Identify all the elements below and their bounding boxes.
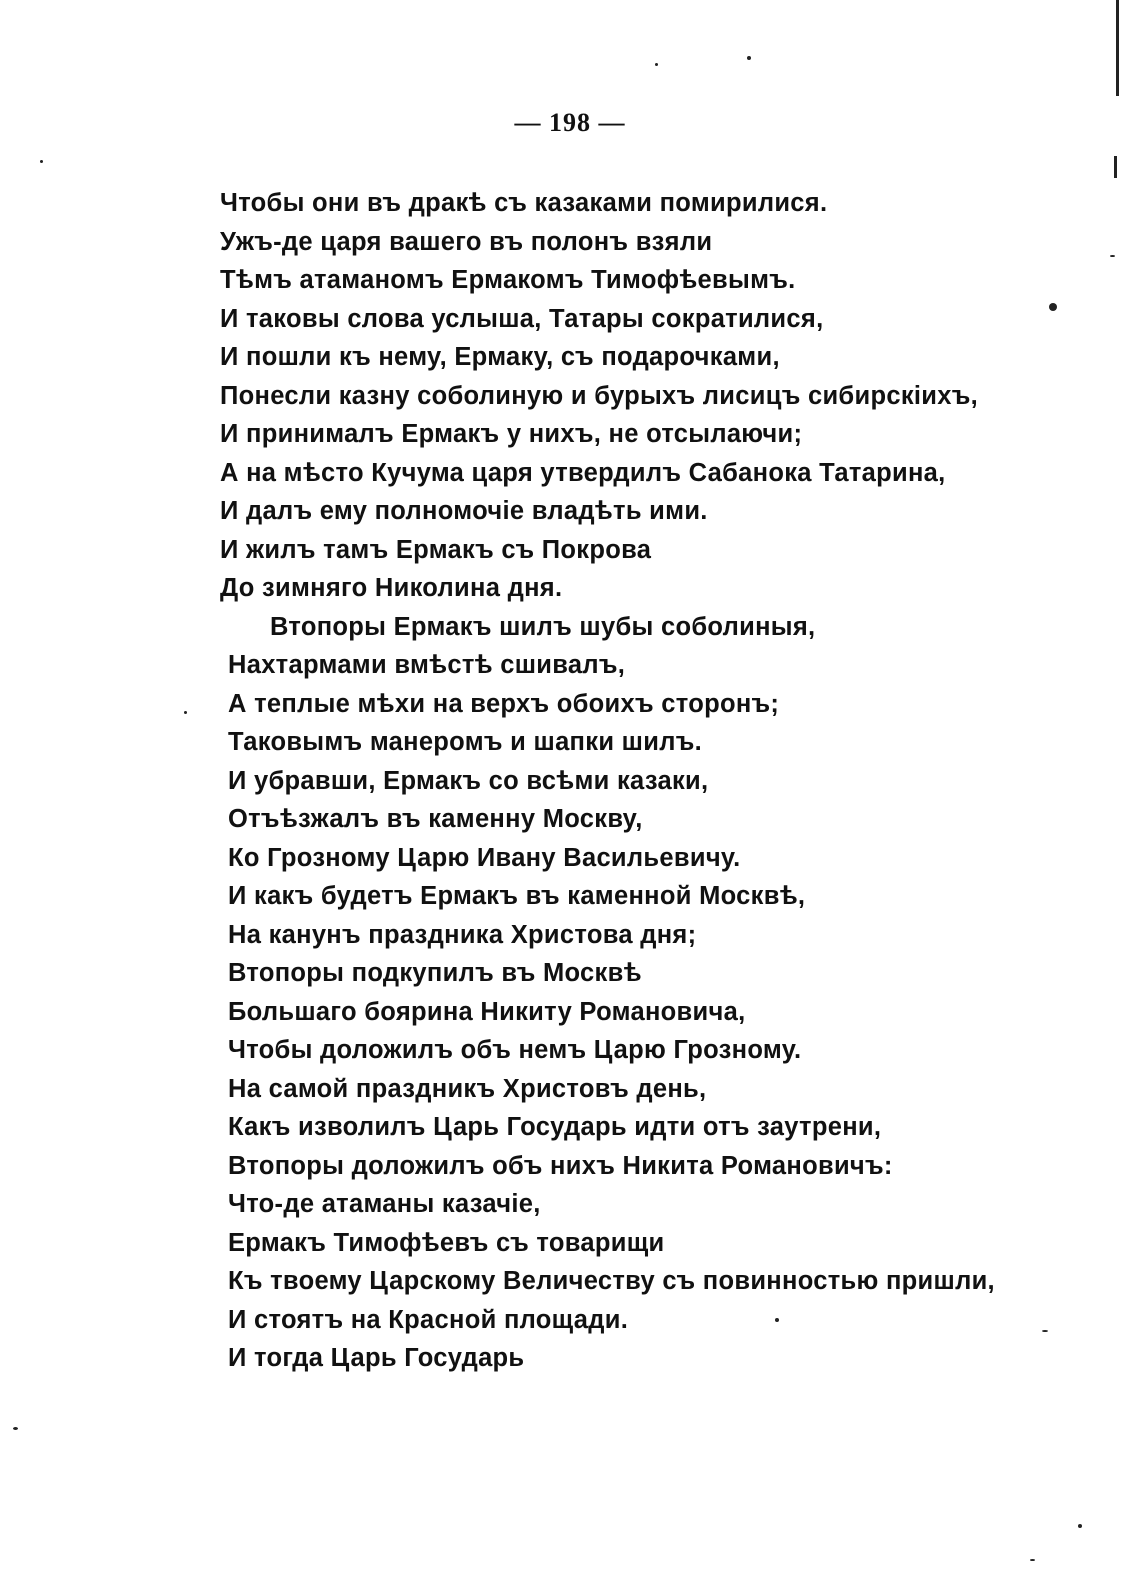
poem-line: Къ твоему Царскому Величеству съ повинностью пришли, xyxy=(228,1267,995,1295)
poem-line: И принималъ Ермакъ у нихъ, не отсылаючи; xyxy=(220,420,803,448)
poem-line: И какъ будетъ Ермакъ въ каменной Москвѣ, xyxy=(228,882,806,910)
poem-line: И убравши, Ермакъ со всѣми казаки, xyxy=(228,766,709,795)
poem-line: Таковымъ манеромъ и шапки шилъ. xyxy=(228,728,702,756)
poem-line: Какъ изволилъ Царь Государь идти отъ заутрени, xyxy=(228,1113,882,1141)
poem-line: Нахтармами вмѣстѣ сшивалъ, xyxy=(228,651,626,679)
poem-text xyxy=(220,184,1020,1378)
poem-line: Ермакъ Тимофѣевъ съ товарищи xyxy=(228,1228,665,1257)
poem-line: Тѣмъ атаманомъ Ермакомъ Тимофѣевымъ. xyxy=(220,266,796,294)
scan-speck xyxy=(655,63,658,66)
poem-line: Чтобы они въ дракѣ съ казаками помирилися. xyxy=(220,189,828,217)
scan-speck xyxy=(1078,1524,1082,1528)
poem-line: На канунъ праздника Христова дня; xyxy=(228,920,697,949)
scan-speck xyxy=(1049,303,1057,311)
poem-line: И далъ ему полномочiе владѣть ими. xyxy=(220,497,708,525)
poem-line: А на мѣсто Кучума царя утвердилъ Сабанока Татарина, xyxy=(220,458,946,487)
poem-line: Большаго боярина Никиту Романовича, xyxy=(228,997,746,1026)
poem-line: И таковы слова услыша, Татары сократилися, xyxy=(220,304,824,333)
page-number: — 198 — xyxy=(514,108,626,137)
scan-speck xyxy=(184,711,187,714)
scan-speck xyxy=(1030,1559,1035,1561)
poem-line: Втопоры доложилъ объ нихъ Никита Романовичъ: xyxy=(228,1151,893,1180)
scan-speck xyxy=(1110,255,1115,257)
poem-line: Ко Грозному Царю Ивану Васильевичу. xyxy=(228,843,741,872)
poem-line: И пошли къ нему, Ермаку, съ подарочками, xyxy=(220,343,780,371)
margin-edge-mark xyxy=(1114,156,1117,178)
poem-line: И стоятъ на Красной площади. xyxy=(228,1305,629,1334)
scan-speck xyxy=(40,160,43,163)
poem-line: И жилъ тамъ Ермакъ съ Покрова xyxy=(220,535,652,564)
poem-line: Отъѣзжалъ въ каменну Москву, xyxy=(228,805,643,833)
poem-line: Чтобы доложилъ объ немъ Царю Грозному. xyxy=(228,1036,802,1064)
scan-speck xyxy=(775,1318,779,1322)
scan-speck xyxy=(747,56,751,60)
poem-line: Понесли казну соболиную и бурыхъ лисицъ сибирскiихъ, xyxy=(220,381,979,410)
poem-line: До зимняго Николина дня. xyxy=(220,574,563,602)
poem-line: И тогда Царь Государь xyxy=(228,1344,525,1372)
scan-speck xyxy=(1042,1330,1048,1332)
poem-line: На самой праздникъ Христовъ день, xyxy=(228,1074,707,1103)
poem-line: Втопоры подкупилъ въ Москвѣ xyxy=(228,959,642,987)
scan-speck xyxy=(13,1427,18,1430)
poem-line: Втопоры Ермакъ шилъ шубы соболиныя, xyxy=(270,612,816,641)
margin-edge-mark xyxy=(1116,0,1119,96)
poem-line: Ужъ-де царя вашего въ полонъ взяли xyxy=(220,227,713,256)
poem-line: Что-де атаманы казачiе, xyxy=(228,1190,541,1218)
poem-line: А теплые мѣхи на верхъ обоихъ сторонъ; xyxy=(228,689,780,718)
